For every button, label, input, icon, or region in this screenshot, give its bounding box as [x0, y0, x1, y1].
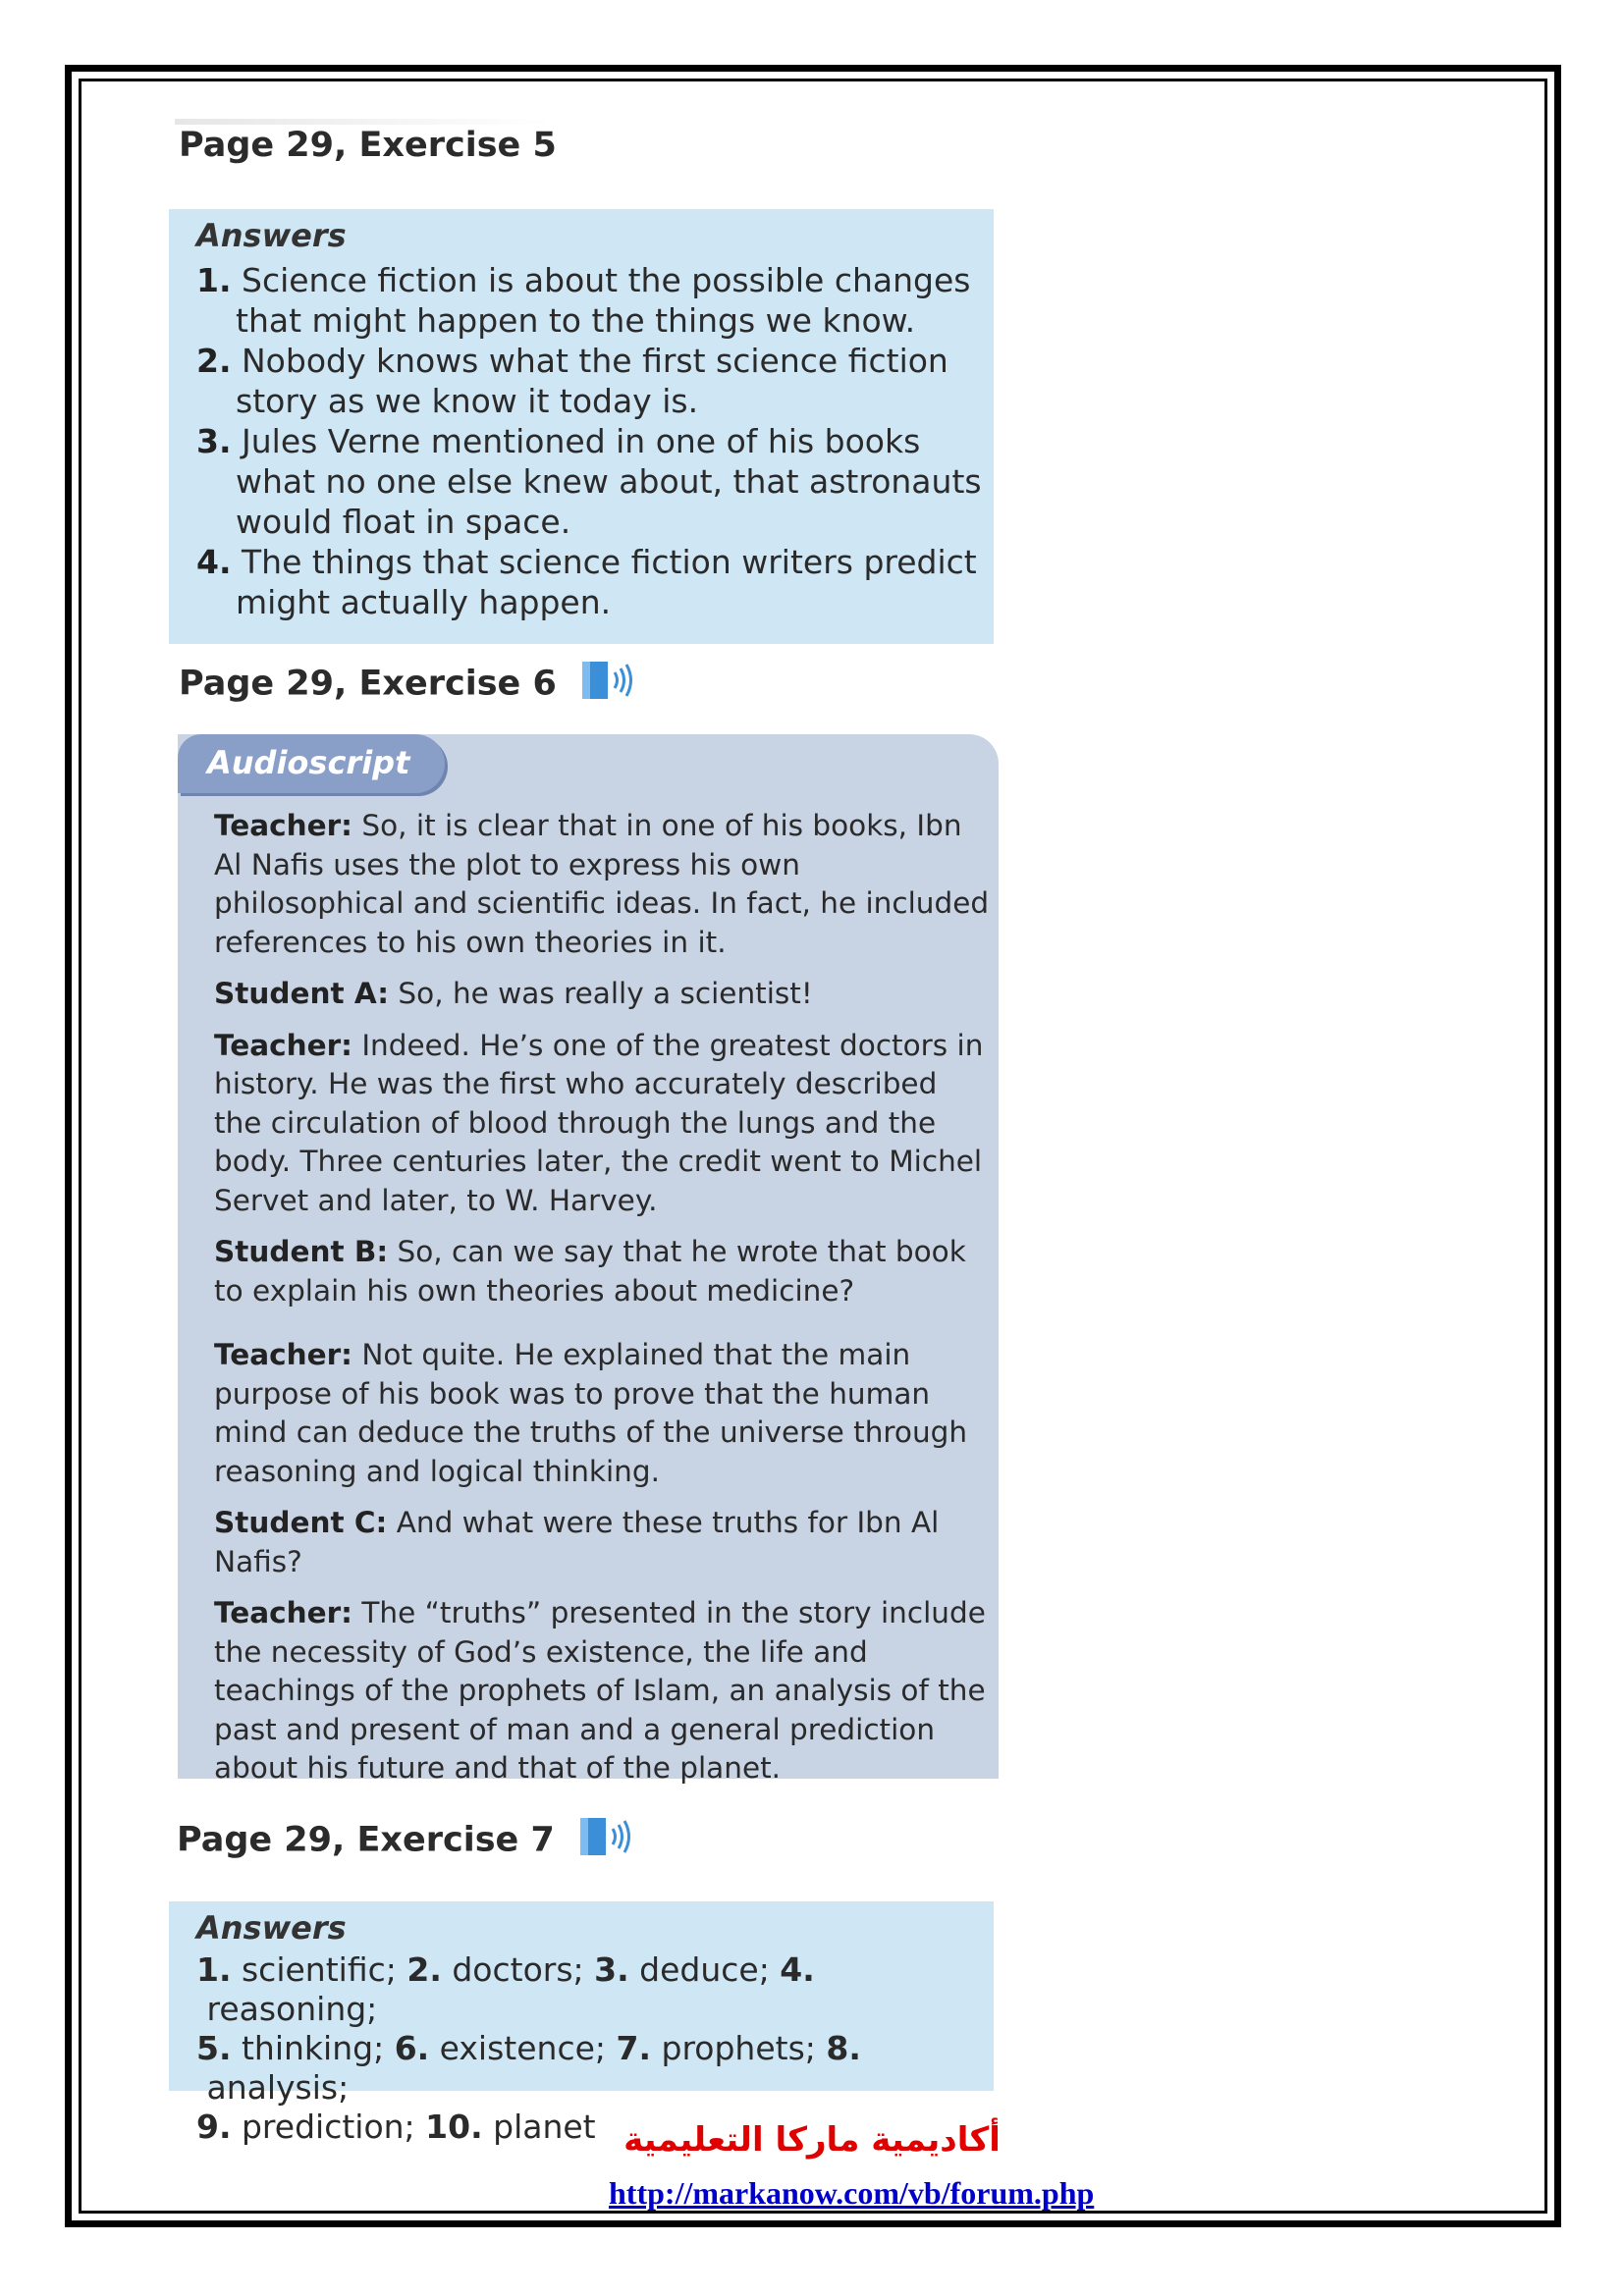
answers-line	[196, 2029, 994, 2108]
script-text: The “truths” presented in the story include the necessity of God’s existence, the life and teachings of the prophets of Islam, an analysis of the past and present of man and a general prediction about his future and that of the planet.	[214, 1596, 986, 1785]
answer-text: scientific;	[231, 1950, 407, 1989]
answers-box-exercise-5	[169, 209, 994, 644]
script-line	[214, 1504, 990, 1581]
answers-line	[196, 1950, 994, 2029]
answer-text: thinking;	[231, 2029, 395, 2067]
script-line	[214, 1233, 990, 1310]
answer-text: prediction;	[231, 2108, 426, 2146]
answer-text: existence;	[429, 2029, 617, 2067]
watermark-title: أكاديمية ماركا التعليمية	[623, 2120, 1001, 2160]
answers-inline-list	[196, 1950, 994, 2147]
answer-number: 3.	[196, 422, 232, 460]
answers-title: Answers	[196, 1909, 347, 1947]
answer-text: planet	[482, 2108, 596, 2146]
answer-text: analysis;	[196, 2068, 350, 2107]
answer-number: 9.	[196, 2108, 232, 2146]
speaker-label: Student C:	[214, 1506, 388, 1539]
answer-number: 7.	[616, 2029, 652, 2067]
answers-list	[196, 260, 994, 622]
audioscript-tab-label: Audioscript	[207, 744, 410, 781]
script-text: So, he was really a scientist!	[398, 977, 813, 1010]
speaker-label: Teacher:	[214, 809, 352, 842]
exercise-6-heading	[179, 658, 641, 712]
script-text: And what were these truths for Ibn Al Nafis?	[214, 1506, 940, 1578]
exercise-7-heading	[177, 1814, 639, 1868]
answer-item	[196, 421, 994, 542]
speaker-label: Teacher:	[214, 1338, 352, 1371]
speaker-label: Student B:	[214, 1235, 389, 1268]
exercise-5-heading-text: Page 29, Exercise 5	[179, 126, 557, 165]
answer-text: doctors;	[441, 1950, 595, 1989]
speaker-icon[interactable]	[582, 658, 641, 712]
answer-text: Science fiction is about the possible changes that might happen to the things we know.	[236, 261, 971, 340]
answer-number: 2.	[406, 1950, 442, 1989]
answer-text: Nobody knows what the first science fiction story as we know it today is.	[236, 342, 948, 420]
answer-number: 2.	[196, 342, 232, 380]
answer-text: deduce;	[628, 1950, 781, 1989]
speaker-icon[interactable]	[580, 1814, 639, 1868]
answer-number: 6.	[394, 2029, 430, 2067]
answer-text: prophets;	[651, 2029, 827, 2067]
heading-shade	[175, 119, 552, 125]
answer-item	[196, 542, 994, 622]
speaker-label: Teacher:	[214, 1596, 352, 1629]
answer-number: 3.	[594, 1950, 629, 1989]
answer-number: 1.	[196, 1950, 232, 1989]
answer-number: 4.	[196, 543, 232, 581]
script-line	[214, 1336, 990, 1491]
speaker-label: Teacher:	[214, 1028, 352, 1062]
audioscript-body	[214, 807, 990, 1789]
script-line	[214, 807, 990, 962]
exercise-6-heading-text: Page 29, Exercise 6	[179, 664, 557, 704]
exercise-5-heading	[179, 126, 557, 165]
audioscript-tab	[178, 734, 445, 793]
answer-text: The things that science fiction writers predict might actually happen.	[236, 543, 977, 621]
answer-number: 8.	[826, 2029, 861, 2067]
watermark-link[interactable]: http://markanow.com/vb/forum.php	[609, 2175, 1095, 2211]
script-line	[214, 1027, 990, 1221]
answer-text: reasoning;	[196, 1990, 378, 2028]
answer-number: 1.	[196, 261, 232, 299]
answers-title: Answers	[196, 217, 347, 254]
script-text: So, it is clear that in one of his books, Ibn Al Nafis uses the plot to express his own philosophical and scientific ideas. In fact, he included references to his own theories in it.	[214, 809, 990, 959]
audioscript-box	[178, 734, 999, 1785]
exercise-7-heading-text: Page 29, Exercise 7	[177, 1820, 555, 1860]
answer-number: 5.	[196, 2029, 232, 2067]
answer-number: 10.	[425, 2108, 483, 2146]
script-text: Indeed. He’s one of the greatest doctors in history. He was the first who accurately described the circulation of blood through the lungs and the body. Three centuries later, the credit went to Michel Servet and later, to W. Harvey.	[214, 1028, 984, 1217]
answer-item	[196, 341, 994, 421]
answer-number: 4.	[780, 1950, 815, 1989]
script-line	[214, 1594, 990, 1789]
answer-text: Jules Verne mentioned in one of his books what no one else knew about, that astronauts would float in space.	[236, 422, 982, 541]
answer-item	[196, 260, 994, 341]
script-text: Not quite. He explained that the main purpose of his book was to prove that the human mind can deduce the truths of the universe through reasoning and logical thinking.	[214, 1338, 968, 1488]
script-line	[214, 975, 990, 1014]
speaker-label: Student A:	[214, 977, 390, 1010]
script-text: So, can we say that he wrote that book to explain his own theories about medicine?	[214, 1235, 966, 1308]
